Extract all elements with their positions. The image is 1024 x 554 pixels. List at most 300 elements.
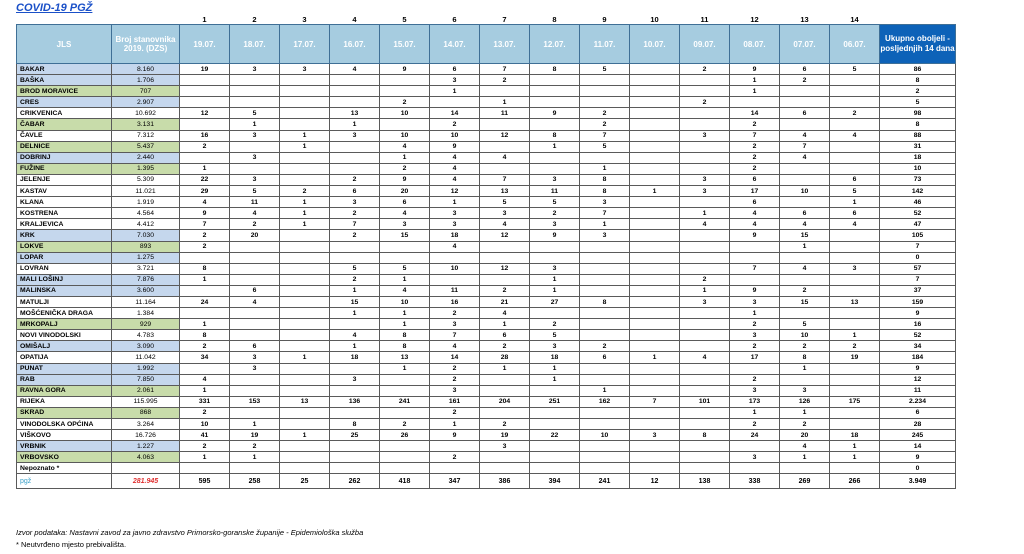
case-count-cell — [530, 385, 580, 396]
case-count-cell: 2 — [480, 75, 530, 86]
case-count-cell: 3 — [280, 64, 330, 75]
header-date: 09.07. — [680, 25, 730, 64]
municipality-name: MALINSKA — [17, 285, 112, 296]
population-cell: 1.992 — [112, 363, 180, 374]
case-count-cell: 3 — [530, 219, 580, 230]
total-cell: 0 — [880, 463, 956, 474]
case-count-cell — [480, 252, 530, 263]
header-date: 12.07. — [530, 25, 580, 64]
case-count-cell: 1 — [280, 219, 330, 230]
header-date: 18.07. — [230, 25, 280, 64]
case-count-cell: 4 — [680, 219, 730, 230]
case-count-cell: 7 — [580, 130, 630, 141]
table-row — [17, 419, 956, 430]
case-count-cell: 10 — [430, 263, 480, 274]
case-count-cell — [830, 252, 880, 263]
case-count-cell: 1 — [430, 419, 480, 430]
case-count-cell: 11 — [230, 197, 280, 208]
case-count-cell — [280, 441, 330, 452]
case-count-cell: 9 — [430, 141, 480, 152]
case-count-cell: 1 — [380, 152, 430, 163]
case-count-cell — [730, 363, 780, 374]
case-count-cell: 9 — [180, 208, 230, 219]
sum-count-cell: 266 — [830, 474, 880, 489]
case-count-cell: 3 — [680, 296, 730, 307]
population-cell: 1.395 — [112, 163, 180, 174]
case-count-cell: 7 — [480, 174, 530, 185]
case-count-cell — [230, 241, 280, 252]
case-count-cell — [830, 463, 880, 474]
case-count-cell — [230, 374, 280, 385]
case-count-cell — [780, 97, 830, 108]
case-count-cell — [630, 130, 680, 141]
table-row — [17, 64, 956, 75]
population-cell: 1.384 — [112, 308, 180, 319]
case-count-cell — [230, 319, 280, 330]
case-count-cell: 4 — [680, 352, 730, 363]
case-count-cell — [630, 75, 680, 86]
case-count-cell: 4 — [430, 163, 480, 174]
case-count-cell — [780, 308, 830, 319]
case-count-cell — [330, 141, 380, 152]
case-count-cell: 15 — [780, 296, 830, 307]
case-count-cell — [280, 263, 330, 274]
case-count-cell: 1 — [680, 208, 730, 219]
population-cell: 3.721 — [112, 263, 180, 274]
case-count-cell: 7 — [730, 263, 780, 274]
case-count-cell: 16 — [180, 130, 230, 141]
case-count-cell — [630, 97, 680, 108]
case-count-cell: 2 — [430, 119, 480, 130]
case-count-cell: 4 — [480, 152, 530, 163]
case-count-cell: 41 — [180, 430, 230, 441]
municipality-name: KRK — [17, 230, 112, 241]
case-count-cell: 4 — [380, 285, 430, 296]
case-count-cell — [830, 385, 880, 396]
page-title: COVID-19 PGŽ — [16, 2, 93, 14]
case-count-cell — [530, 97, 580, 108]
case-count-cell — [180, 252, 230, 263]
case-count-cell: 2 — [730, 152, 780, 163]
case-count-cell: 2 — [330, 174, 380, 185]
case-count-cell: 2 — [730, 341, 780, 352]
case-count-cell: 3 — [680, 174, 730, 185]
case-count-cell: 101 — [680, 396, 730, 407]
case-count-cell: 2 — [580, 108, 630, 119]
case-count-cell: 3 — [680, 186, 730, 197]
case-count-cell — [630, 285, 680, 296]
case-count-cell: 5 — [830, 186, 880, 197]
case-count-cell: 3 — [480, 208, 530, 219]
case-count-cell — [330, 86, 380, 97]
case-count-cell — [280, 363, 330, 374]
case-count-cell — [280, 419, 330, 430]
case-count-cell: 3 — [230, 363, 280, 374]
case-count-cell: 6 — [480, 330, 530, 341]
total-cell: 7 — [880, 274, 956, 285]
case-count-cell — [630, 441, 680, 452]
total-cell: 28 — [880, 419, 956, 430]
case-count-cell — [230, 308, 280, 319]
case-count-cell — [680, 75, 730, 86]
total-cell: 142 — [880, 186, 956, 197]
case-count-cell — [330, 241, 380, 252]
case-count-cell — [230, 385, 280, 396]
municipality-name: MATULJI — [17, 296, 112, 307]
case-count-cell — [430, 441, 480, 452]
case-count-cell: 21 — [480, 296, 530, 307]
case-count-cell: 1 — [180, 274, 230, 285]
case-count-cell: 7 — [180, 219, 230, 230]
total-cell: 12 — [880, 374, 956, 385]
case-count-cell: 3 — [430, 208, 480, 219]
case-count-cell — [680, 263, 730, 274]
case-count-cell: 6 — [780, 208, 830, 219]
column-number: 7 — [502, 15, 507, 24]
case-count-cell: 1 — [780, 407, 830, 418]
sum-total-cell: 3.949 — [880, 474, 956, 489]
case-count-cell: 5 — [530, 330, 580, 341]
case-count-cell: 1 — [580, 219, 630, 230]
case-count-cell — [630, 308, 680, 319]
header-date: 11.07. — [580, 25, 630, 64]
case-count-cell: 12 — [180, 108, 230, 119]
case-count-cell — [630, 141, 680, 152]
case-count-cell — [580, 441, 630, 452]
column-number: 3 — [302, 15, 307, 24]
case-count-cell — [630, 119, 680, 130]
population-cell: 7.312 — [112, 130, 180, 141]
column-number: 1 — [202, 15, 207, 24]
case-count-cell: 2 — [580, 119, 630, 130]
total-cell: 16 — [880, 319, 956, 330]
case-count-cell: 136 — [330, 396, 380, 407]
case-count-cell: 3 — [530, 263, 580, 274]
case-count-cell: 9 — [730, 64, 780, 75]
table-row — [17, 407, 956, 418]
case-count-cell — [380, 86, 430, 97]
case-count-cell: 5 — [380, 263, 430, 274]
case-count-cell: 2 — [680, 97, 730, 108]
table-row — [17, 141, 956, 152]
case-count-cell: 17 — [730, 186, 780, 197]
case-count-cell: 4 — [380, 141, 430, 152]
case-count-cell: 1 — [330, 119, 380, 130]
sum-population: 281.945 — [112, 474, 180, 489]
case-count-cell: 10 — [580, 430, 630, 441]
case-count-cell — [580, 152, 630, 163]
case-count-cell: 19 — [480, 430, 530, 441]
case-count-cell: 26 — [380, 430, 430, 441]
case-count-cell: 3 — [430, 219, 480, 230]
municipality-name: OMIŠALJ — [17, 341, 112, 352]
case-count-cell: 6 — [830, 208, 880, 219]
case-count-cell — [630, 197, 680, 208]
case-count-cell: 11 — [480, 108, 530, 119]
case-count-cell — [330, 463, 380, 474]
case-count-cell — [630, 296, 680, 307]
population-cell: 707 — [112, 86, 180, 97]
case-count-cell — [830, 363, 880, 374]
case-count-cell: 12 — [480, 263, 530, 274]
case-count-cell: 17 — [730, 352, 780, 363]
case-count-cell — [180, 363, 230, 374]
case-count-cell — [630, 341, 680, 352]
case-count-cell: 3 — [530, 174, 580, 185]
case-count-cell: 3 — [380, 219, 430, 230]
case-count-cell — [480, 119, 530, 130]
case-count-cell — [230, 274, 280, 285]
table-row — [17, 441, 956, 452]
case-count-cell: 1 — [530, 274, 580, 285]
case-count-cell — [630, 252, 680, 263]
sum-row — [17, 474, 956, 489]
case-count-cell — [330, 452, 380, 463]
case-count-cell: 2 — [580, 341, 630, 352]
case-count-cell — [230, 75, 280, 86]
case-count-cell — [630, 419, 680, 430]
case-count-cell: 2 — [830, 108, 880, 119]
case-count-cell — [480, 86, 530, 97]
population-cell: 3.131 — [112, 119, 180, 130]
municipality-name: RIJEKA — [17, 396, 112, 407]
municipality-name: MALI LOŠINJ — [17, 274, 112, 285]
header-date: 06.07. — [830, 25, 880, 64]
case-count-cell: 1 — [230, 419, 280, 430]
case-count-cell: 20 — [380, 186, 430, 197]
case-count-cell — [180, 119, 230, 130]
total-cell: 245 — [880, 430, 956, 441]
case-count-cell: 18 — [430, 230, 480, 241]
case-count-cell — [630, 452, 680, 463]
case-count-cell: 4 — [430, 341, 480, 352]
case-count-cell — [480, 452, 530, 463]
sum-count-cell: 394 — [530, 474, 580, 489]
case-count-cell — [530, 308, 580, 319]
total-cell: 7 — [880, 241, 956, 252]
total-cell: 31 — [880, 141, 956, 152]
total-cell: 52 — [880, 208, 956, 219]
table-row — [17, 197, 956, 208]
case-count-cell — [830, 141, 880, 152]
case-count-cell — [530, 152, 580, 163]
case-count-cell — [230, 330, 280, 341]
case-count-cell: 11 — [430, 285, 480, 296]
column-number: 14 — [850, 15, 859, 24]
case-count-cell — [280, 308, 330, 319]
case-count-cell — [430, 274, 480, 285]
case-count-cell: 7 — [580, 208, 630, 219]
case-count-cell — [580, 407, 630, 418]
municipality-name: KRALJEVICA — [17, 219, 112, 230]
case-count-cell: 4 — [430, 174, 480, 185]
population-cell: 1.706 — [112, 75, 180, 86]
case-count-cell — [180, 75, 230, 86]
case-count-cell: 13 — [380, 352, 430, 363]
case-count-cell: 5 — [580, 64, 630, 75]
case-count-cell: 4 — [430, 241, 480, 252]
case-count-cell: 2 — [780, 419, 830, 430]
table-row — [17, 163, 956, 174]
case-count-cell — [280, 296, 330, 307]
case-count-cell: 9 — [380, 64, 430, 75]
case-count-cell: 1 — [280, 197, 330, 208]
municipality-name: MOŠĆENIČKA DRAGA — [17, 308, 112, 319]
case-count-cell: 2 — [230, 219, 280, 230]
case-count-cell: 6 — [730, 197, 780, 208]
population-cell: 11.164 — [112, 296, 180, 307]
case-count-cell — [230, 86, 280, 97]
population-cell: 868 — [112, 407, 180, 418]
case-count-cell — [830, 152, 880, 163]
case-count-cell — [680, 230, 730, 241]
total-cell: 73 — [880, 174, 956, 185]
header-population: Broj stanovnika 2019. (DZS) — [112, 25, 180, 64]
table-row — [17, 241, 956, 252]
population-cell: 2.061 — [112, 385, 180, 396]
case-count-cell — [780, 374, 830, 385]
case-count-cell — [230, 463, 280, 474]
case-count-cell: 7 — [430, 330, 480, 341]
case-count-cell: 1 — [380, 274, 430, 285]
case-count-cell: 2 — [730, 419, 780, 430]
table-row — [17, 230, 956, 241]
municipality-name: MRKOPALJ — [17, 319, 112, 330]
case-count-cell — [780, 163, 830, 174]
population-cell — [112, 463, 180, 474]
total-cell: 5 — [880, 97, 956, 108]
case-count-cell — [180, 86, 230, 97]
case-count-cell — [280, 108, 330, 119]
municipality-name: RAVNA GORA — [17, 385, 112, 396]
table-row — [17, 396, 956, 407]
population-cell: 2.440 — [112, 152, 180, 163]
case-count-cell: 4 — [480, 308, 530, 319]
case-count-cell — [580, 75, 630, 86]
table-row — [17, 108, 956, 119]
case-count-cell — [680, 319, 730, 330]
case-count-cell — [530, 252, 580, 263]
column-number: 8 — [552, 15, 557, 24]
case-count-cell — [730, 274, 780, 285]
municipality-name: OPATIJA — [17, 352, 112, 363]
sum-count-cell: 347 — [430, 474, 480, 489]
header-total: Ukupno oboljeli - posljednjih 14 dana — [880, 25, 956, 64]
population-cell: 4.412 — [112, 219, 180, 230]
case-count-cell — [630, 230, 680, 241]
case-count-cell: 4 — [730, 208, 780, 219]
case-count-cell — [730, 441, 780, 452]
table-row — [17, 186, 956, 197]
case-count-cell: 11 — [530, 186, 580, 197]
case-count-cell — [530, 241, 580, 252]
case-count-cell: 19 — [180, 64, 230, 75]
case-count-cell: 28 — [480, 352, 530, 363]
municipality-name: VRBOVSKO — [17, 452, 112, 463]
case-count-cell: 162 — [580, 396, 630, 407]
column-number: 4 — [352, 15, 357, 24]
case-count-cell — [230, 252, 280, 263]
case-count-cell: 4 — [830, 130, 880, 141]
case-count-cell — [280, 285, 330, 296]
case-count-cell: 1 — [330, 341, 380, 352]
case-count-cell: 15 — [330, 296, 380, 307]
municipality-name: SKRAD — [17, 407, 112, 418]
case-count-cell — [530, 86, 580, 97]
population-cell: 11.021 — [112, 186, 180, 197]
case-count-cell — [480, 141, 530, 152]
case-count-cell: 3 — [780, 385, 830, 396]
case-count-cell: 6 — [380, 197, 430, 208]
case-count-cell — [330, 152, 380, 163]
case-count-cell — [680, 441, 730, 452]
case-count-cell — [480, 241, 530, 252]
case-count-cell: 3 — [730, 385, 780, 396]
case-count-cell — [580, 252, 630, 263]
case-count-cell: 7 — [780, 141, 830, 152]
header-date: 17.07. — [280, 25, 330, 64]
case-count-cell — [380, 441, 430, 452]
case-count-cell: 1 — [230, 452, 280, 463]
case-count-cell: 8 — [330, 419, 380, 430]
case-count-cell: 2 — [730, 319, 780, 330]
case-count-cell — [830, 285, 880, 296]
case-count-cell: 1 — [530, 141, 580, 152]
sum-count-cell: 241 — [580, 474, 630, 489]
population-cell: 3.600 — [112, 285, 180, 296]
case-count-cell: 2 — [430, 374, 480, 385]
header-date: 15.07. — [380, 25, 430, 64]
population-cell: 2.907 — [112, 97, 180, 108]
municipality-name: LOVRAN — [17, 263, 112, 274]
case-count-cell: 4 — [380, 208, 430, 219]
case-count-cell: 8 — [580, 174, 630, 185]
municipality-name: VIŠKOVO — [17, 430, 112, 441]
case-count-cell: 2 — [330, 230, 380, 241]
case-count-cell: 4 — [430, 152, 480, 163]
case-count-cell — [230, 263, 280, 274]
sum-count-cell: 25 — [280, 474, 330, 489]
case-count-cell: 5 — [230, 108, 280, 119]
case-count-cell: 1 — [480, 363, 530, 374]
case-count-cell: 1 — [330, 285, 380, 296]
case-count-cell: 1 — [280, 352, 330, 363]
case-count-cell — [180, 285, 230, 296]
total-cell: 98 — [880, 108, 956, 119]
case-count-cell: 8 — [530, 64, 580, 75]
total-cell: 34 — [880, 341, 956, 352]
case-count-cell — [280, 86, 330, 97]
case-count-cell: 5 — [530, 197, 580, 208]
total-cell: 88 — [880, 130, 956, 141]
case-count-cell: 14 — [730, 108, 780, 119]
case-count-cell — [380, 252, 430, 263]
case-count-cell — [780, 119, 830, 130]
case-count-cell: 2 — [680, 274, 730, 285]
table-row — [17, 285, 956, 296]
case-count-cell: 2 — [780, 75, 830, 86]
case-count-cell — [830, 163, 880, 174]
column-number-row — [17, 12, 956, 25]
table-row — [17, 385, 956, 396]
case-count-cell — [280, 374, 330, 385]
case-count-cell: 2 — [180, 341, 230, 352]
population-cell: 115.995 — [112, 396, 180, 407]
municipality-name: KLANA — [17, 197, 112, 208]
case-count-cell: 22 — [530, 430, 580, 441]
column-number: 12 — [750, 15, 759, 24]
case-count-cell: 3 — [730, 452, 780, 463]
